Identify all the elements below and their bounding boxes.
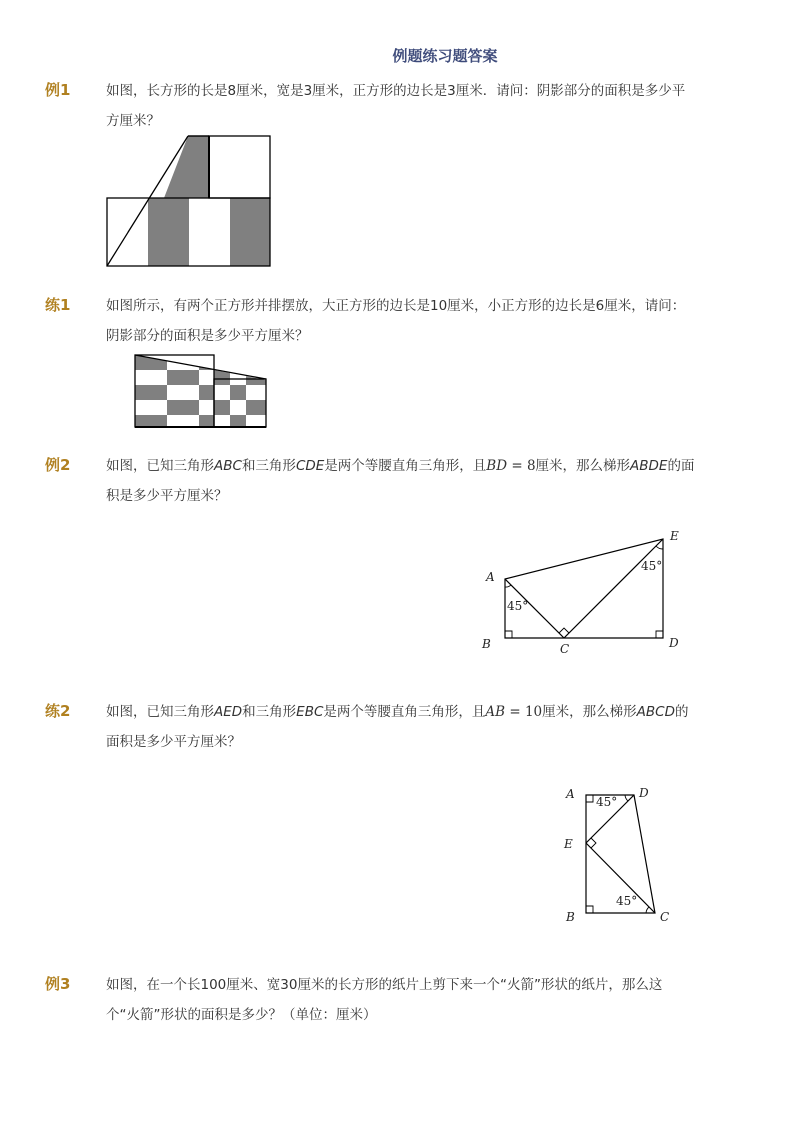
shade-triangle-wedge xyxy=(164,136,188,198)
problem-text xyxy=(106,970,718,1030)
triangle-name: EBC xyxy=(296,704,324,720)
angle-arc-d xyxy=(625,795,628,801)
math-expression: AB xyxy=(485,704,506,720)
text-run: 的 xyxy=(674,704,689,720)
point-label: B xyxy=(566,910,575,924)
point-label: C xyxy=(660,910,670,924)
problem-text-line: 如图，在一个长100厘米、宽30厘米的长方形的纸片上剪下来一个“火箭”形状的纸片，那么这 xyxy=(106,977,663,993)
figure-practice-2 xyxy=(560,783,680,928)
angle-arc-a xyxy=(505,585,511,587)
point-label: D xyxy=(639,786,649,800)
figure-example-2 xyxy=(475,525,695,660)
right-angle-b xyxy=(505,631,512,638)
problem-text-line: 如图所示，有两个正方形并排摆放，大正方形的边长是10厘米，小正方形的边长是6厘米，请问： xyxy=(106,298,686,314)
right-angle-c xyxy=(559,628,569,633)
text-run: 厘米，那么梯形 xyxy=(535,458,631,474)
segment-ce xyxy=(564,539,663,638)
text-run: 如图，已知三角形 xyxy=(106,458,214,474)
text-run: 是两个等腰直角三角形，且 xyxy=(323,704,486,720)
point-label: C xyxy=(560,642,570,656)
problem-label: 例1 xyxy=(45,81,71,99)
problem-label: 例3 xyxy=(45,975,71,993)
trapezoid-name: ABCD xyxy=(636,704,675,720)
problem-text-line: 方厘米？ xyxy=(106,113,160,129)
trapezoid-name: ABDE xyxy=(630,458,668,474)
right-angle-e xyxy=(591,838,596,848)
problem-text-line xyxy=(106,697,718,727)
shade-rect-left xyxy=(148,198,189,266)
problem-text-line: 面积是多少平方厘米？ xyxy=(106,734,241,750)
math-value: = 10 xyxy=(505,704,543,720)
problem-text-line: 个“火箭”形状的面积是多少？（单位：厘米） xyxy=(106,1007,377,1023)
point-label: A xyxy=(486,570,495,584)
angle-label: 45° xyxy=(596,795,618,809)
problem-text xyxy=(106,451,718,511)
trapezoid-outline xyxy=(505,539,663,638)
page-title: 例题练习题答案 xyxy=(392,47,498,65)
point-label: A xyxy=(566,787,575,801)
point-label: D xyxy=(669,636,679,650)
text-run: 和三角形 xyxy=(241,458,296,474)
text-run: 如图，已知三角形 xyxy=(106,704,214,720)
shade-rect-right xyxy=(230,198,270,266)
angle-label: 45° xyxy=(616,894,638,908)
angle-arc-e xyxy=(656,546,663,549)
problem-text-line: 积是多少平方厘米？ xyxy=(106,488,228,504)
point-label: B xyxy=(482,637,491,651)
figure-practice-1 xyxy=(130,350,270,432)
math-expression: BD xyxy=(486,458,508,474)
problem-text-line: 如图，长方形的长是8厘米，宽是3厘米，正方形的边长是3厘米．请问：阴影部分的面积是多少平 xyxy=(106,83,686,99)
math-value: = 8 xyxy=(507,458,536,474)
right-angle-d xyxy=(656,631,663,638)
text-run: 的面 xyxy=(667,458,695,474)
problem-text-line: 阴影部分的面积是多少平方厘米？ xyxy=(106,328,309,344)
small-square xyxy=(209,136,270,198)
problem-label: 练2 xyxy=(45,702,71,720)
angle-arc-c xyxy=(646,907,649,913)
problem-text xyxy=(106,697,718,757)
problem-text xyxy=(106,291,718,351)
problem-text xyxy=(106,76,718,136)
right-angle-a xyxy=(586,795,593,802)
point-label: E xyxy=(564,837,573,851)
problem-label: 例2 xyxy=(45,456,71,474)
problem-text-line xyxy=(106,451,718,481)
text-run: 厘米，那么梯形 xyxy=(542,704,637,720)
text-run: 和三角形 xyxy=(242,704,297,720)
right-angle-b xyxy=(586,906,593,913)
triangle-name: CDE xyxy=(295,458,325,474)
angle-label: 45° xyxy=(641,559,663,573)
text-run: 是两个等腰直角三角形，且 xyxy=(324,458,487,474)
point-label: E xyxy=(670,529,679,543)
problem-label: 练1 xyxy=(45,296,71,314)
figure-example-1 xyxy=(100,130,280,272)
triangle-name: ABC xyxy=(214,458,242,474)
shade-square-top xyxy=(188,136,209,198)
angle-label: 45° xyxy=(507,599,529,613)
triangle-name: AED xyxy=(214,704,243,720)
